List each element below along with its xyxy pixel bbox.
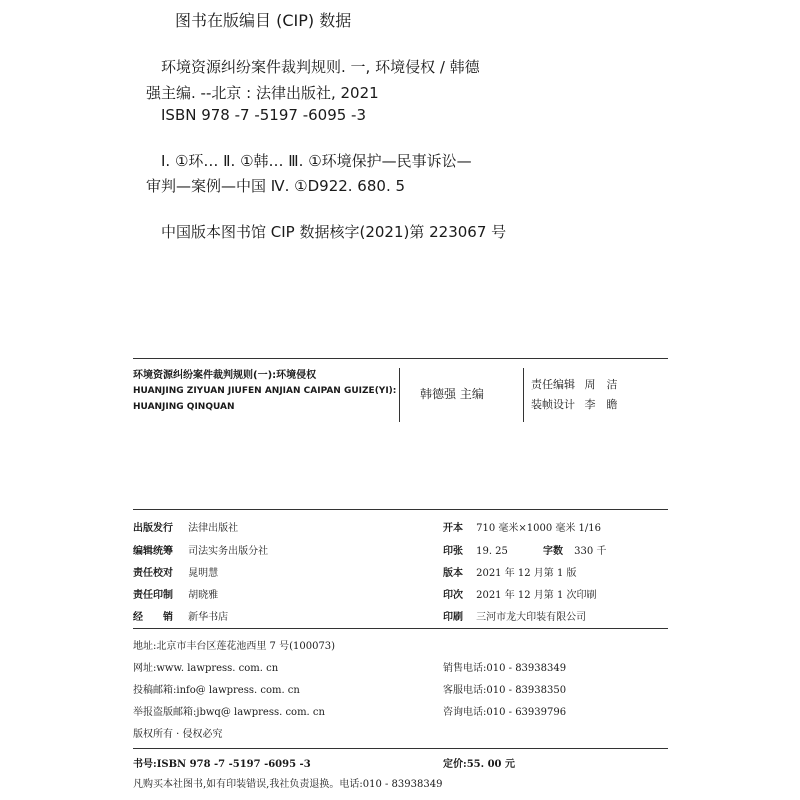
printer-value: 三河市龙大印装有限公司 [476,612,587,623]
editing-coordination-value: 司法实务出版分社 [188,546,269,557]
cip-line-2: 强主编. --北京 : 法律出版社, 2021 [146,84,379,102]
publishing-right-row [443,605,586,624]
book-editor: 韩德强 主编 [420,387,484,401]
book-info-top-rule [133,358,668,359]
book-info-divider-1 [399,368,400,422]
format-value: 710 毫米×1000 毫米 1/16 [476,523,602,534]
cip-record-number: 中国版本图书馆 CIP 数据核字(2021)第 223067 号 [161,223,507,241]
publishing-left-row [133,561,218,580]
publishing-right-row [443,583,597,602]
cip-isbn: ISBN 978 -7 -5197 -6095 -3 [161,106,367,124]
publishing-top-rule [133,509,668,510]
cip-heading: 图书在版编目 (CIP) 数据 [175,11,352,30]
footer-top-rule [133,748,668,749]
print-supervisor-label: 责任印制 [133,590,173,601]
edition-label: 版本 [443,568,463,579]
print-supervisor-value: 胡晓雅 [188,590,219,601]
publishing-left-row [133,583,218,602]
design-label: 装帧设计 [531,398,575,411]
duty-editor-label: 责任编辑 [531,378,575,391]
proofreader-label: 责任校对 [133,568,173,579]
book-number: 书号:ISBN 978 -7 -5197 -6095 -3 [133,759,311,770]
edition-value: 2021 年 12 月第 1 版 [476,568,577,579]
cip-line-1: 环境资源纠纷案件裁判规则. 一, 环境侵权 / 韩德 [161,58,480,76]
format-label: 开本 [443,523,463,534]
sheets-label: 印张 [443,546,463,557]
consult-phone: 咨询电话:010 - 63939796 [443,707,567,718]
publisher-value: 法律出版社 [188,523,239,534]
printer-label: 印刷 [443,612,463,623]
word-count-label: 字数 [543,546,563,557]
price: 定价:55. 00 元 [443,759,515,770]
duty-editor-name: 周 洁 [584,378,618,391]
cip-classification-1: Ⅰ. ①环… Ⅱ. ①韩… Ⅲ. ①环境保护—民事诉讼— [161,152,472,170]
book-info-divider-2 [523,368,524,422]
duty-editor-row [531,376,618,392]
distributor-value: 新华书店 [188,612,229,623]
website: 网址:www. lawpress. com. cn [133,663,279,674]
editing-coordination-label: 编辑统筹 [133,546,173,557]
publishing-right-row [443,516,601,535]
publishing-left-row [133,516,238,535]
address: 地址:北京市丰台区莲花池西里 7 号(100073) [133,641,336,652]
service-phone: 客服电话:010 - 83938350 [443,685,567,696]
design-row [531,396,618,412]
impression-value: 2021 年 12 月第 1 次印刷 [476,590,597,601]
return-notice: 凡购买本社图书,如有印装错误,我社负责退换。电话:010 - 83938349 [133,779,443,790]
publishing-right-row [443,561,577,580]
sales-phone: 销售电话:010 - 83938349 [443,663,567,674]
distributor-label: 经 销 [133,612,173,623]
rights-notice: 版权所有 · 侵权必究 [133,729,223,740]
sheets-value: 19. 25 [476,546,508,557]
book-title-pinyin-1: HUANJING ZIYUAN JIUFEN ANJIAN CAIPAN GUIZE(YI): [133,386,397,396]
cip-classification-2: 审判—案例—中国 Ⅳ. ①D922. 680. 5 [146,177,406,195]
contact-top-rule [133,628,668,629]
piracy-report-email: 举报盗版邮箱:jbwq@ lawpress. com. cn [133,707,325,718]
publishing-right-row [443,539,606,558]
proofreader-value: 晁明慧 [188,568,219,579]
book-title-pinyin-2: HUANJING QINQUAN [133,402,235,412]
publisher-label: 出版发行 [133,523,173,534]
book-title-cn: 环境资源纠纷案件裁判规则(一):环境侵权 [133,370,317,381]
submission-email: 投稿邮箱:info@ lawpress. com. cn [133,685,300,696]
impression-label: 印次 [443,590,463,601]
publishing-left-row [133,539,268,558]
publishing-left-row [133,605,228,624]
word-count-value: 330 千 [574,546,607,557]
designer-name: 李 瞻 [584,398,618,411]
